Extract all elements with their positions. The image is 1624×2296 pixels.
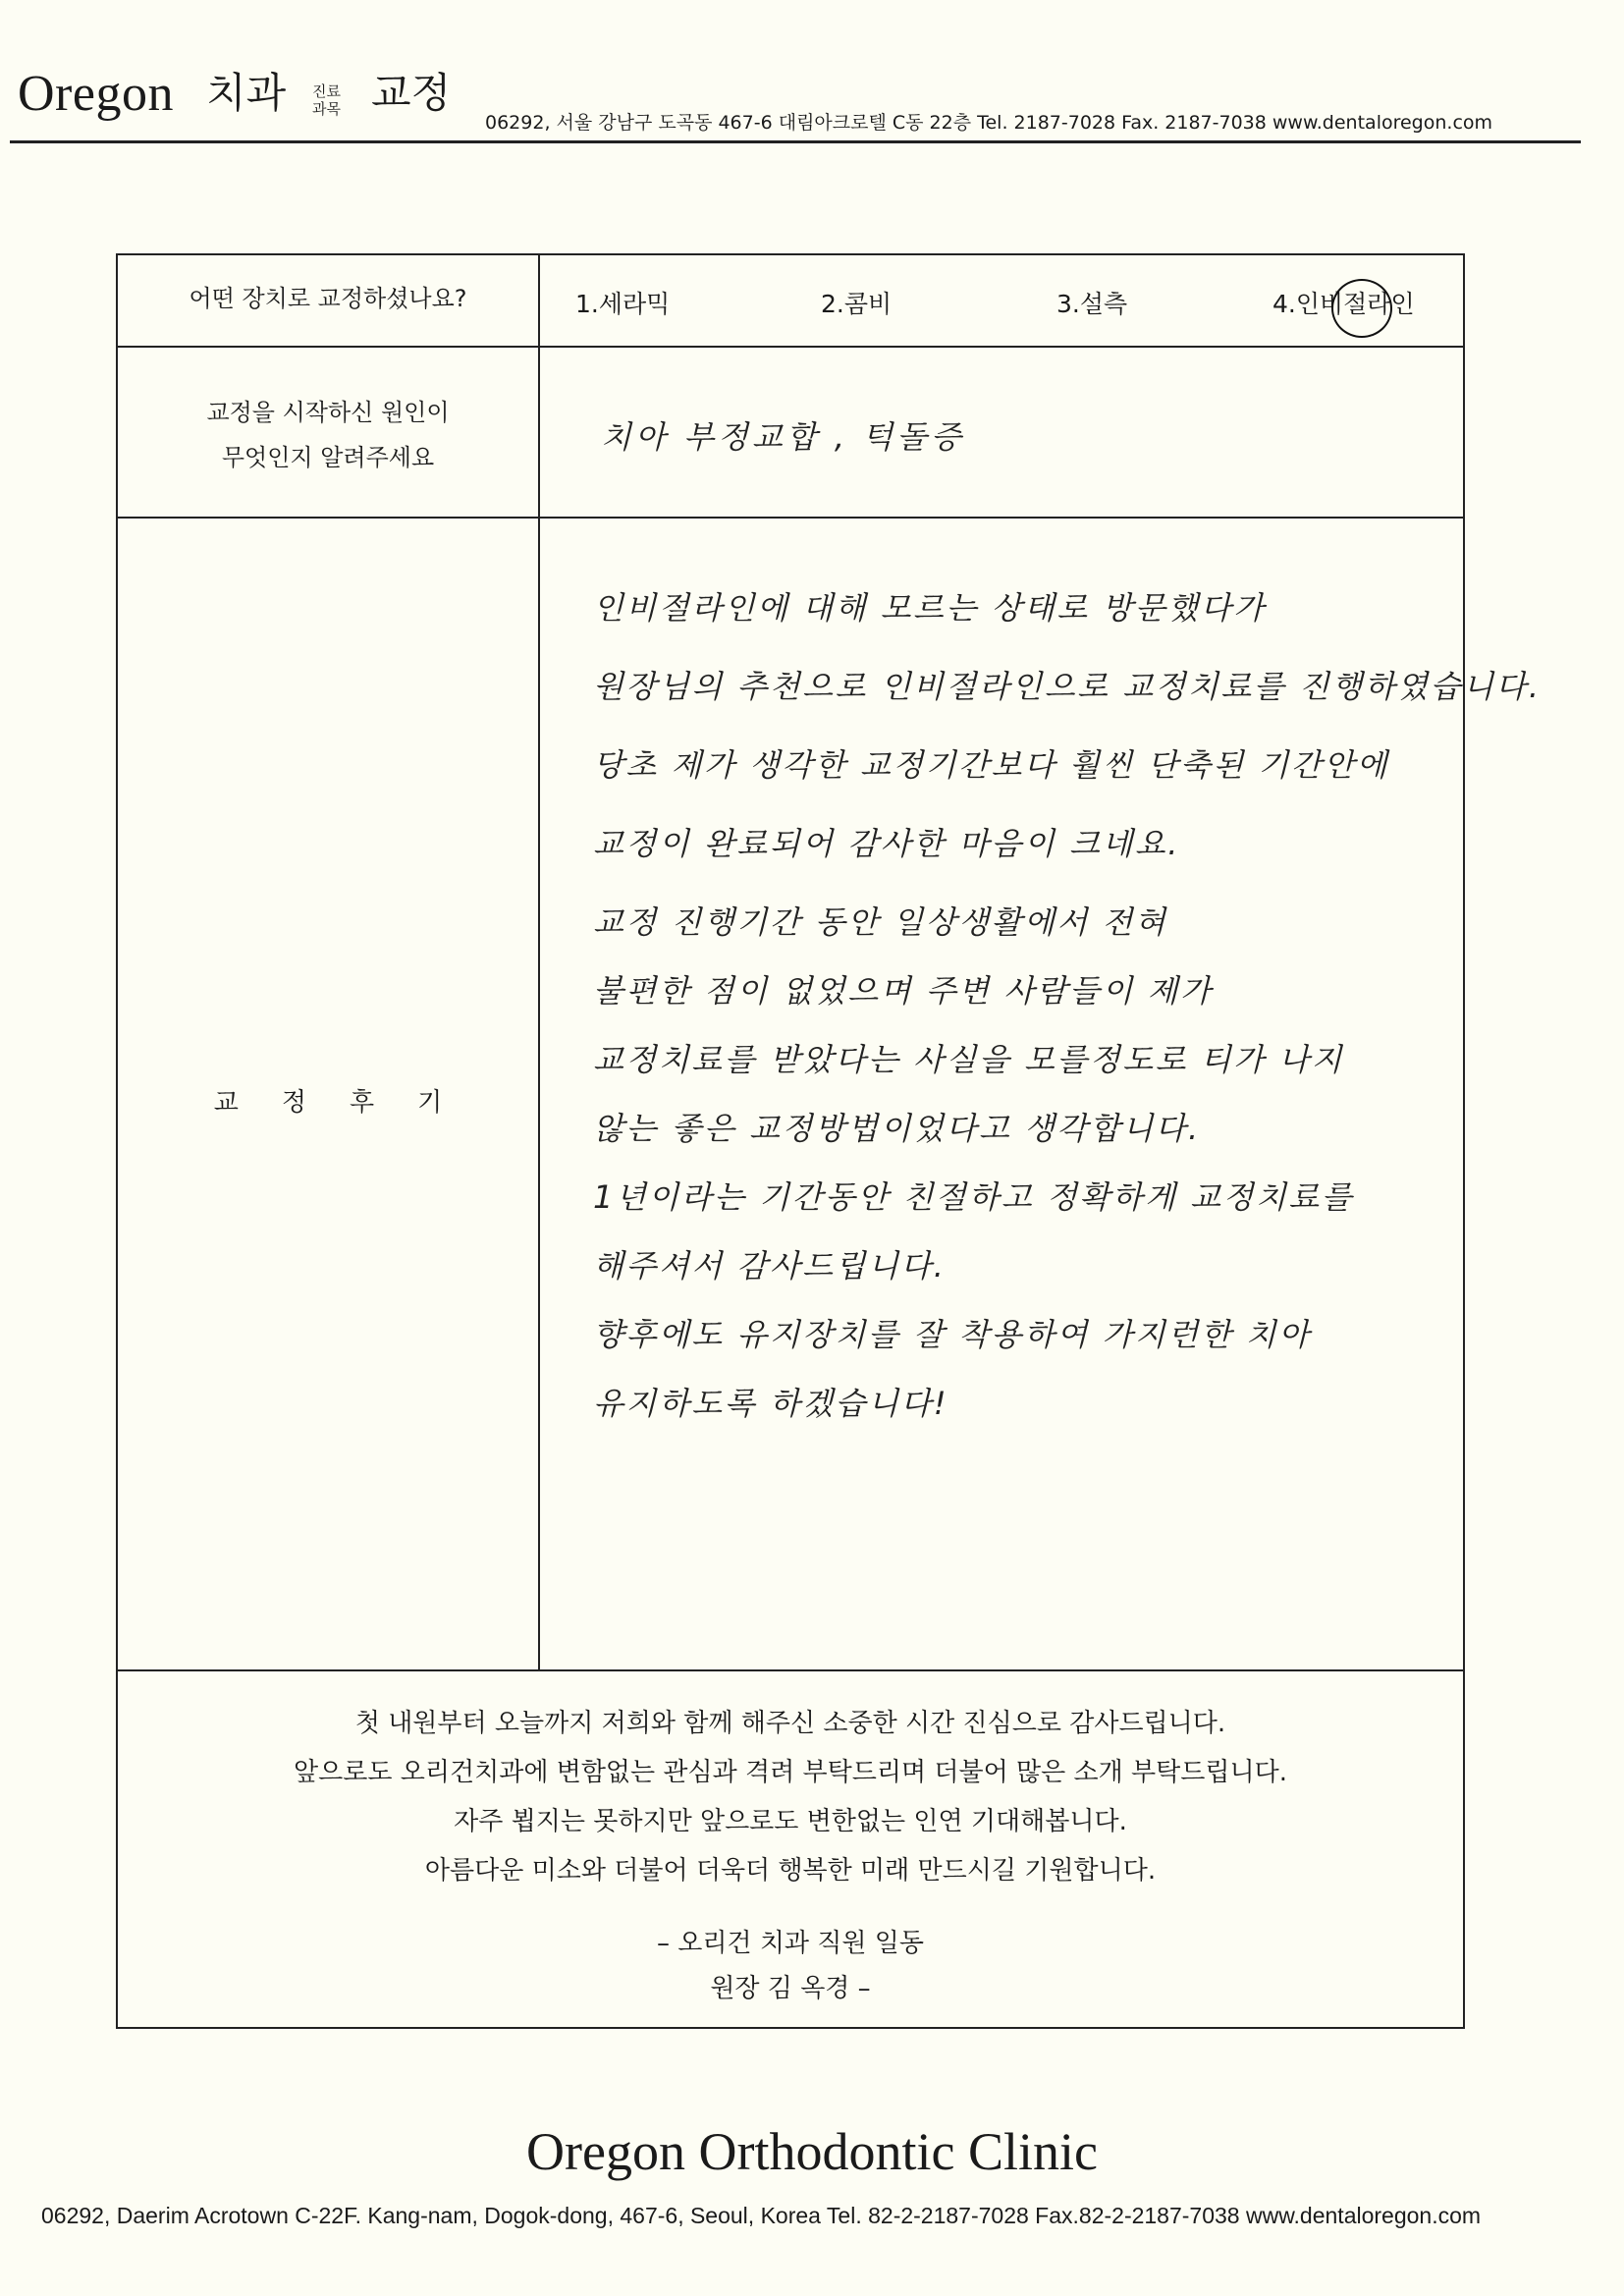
signature-staff: – 오리건 치과 직원 일동 bbox=[656, 1929, 925, 1958]
option-lingual[interactable]: 3.설측 bbox=[1056, 290, 1128, 318]
review-form bbox=[116, 253, 1542, 2029]
review-line: 교정 진행기간 동안 일상생활에서 전혀 bbox=[593, 903, 1168, 941]
answer-cause: 치아 부정교합 , 턱돌증 bbox=[601, 418, 965, 456]
review-line: 교정치료를 받았다는 사실을 모를정도로 티가 나지 bbox=[593, 1041, 1345, 1078]
thanks-line: 첫 내원부터 오늘까지 저희와 함께 해주신 소중한 시간 진심으로 감사드립니다. bbox=[354, 1709, 1226, 1738]
column-divider bbox=[538, 255, 540, 1669]
review-label: 교정후기 bbox=[213, 1088, 486, 1118]
question-device: 어떤 장치로 교정하셨나요? bbox=[189, 285, 467, 312]
review-line: 인비절라인에 대해 모르는 상태로 방문했다가 bbox=[593, 589, 1267, 627]
row-divider bbox=[118, 346, 1463, 348]
review-line: 않는 좋은 교정방법이었다고 생각합니다. bbox=[593, 1110, 1201, 1147]
row-divider bbox=[118, 1669, 1463, 1671]
clinic-name-english: Oregon Orthodontic Clinic bbox=[526, 2122, 1098, 2181]
clinic-brand: Oregon bbox=[18, 66, 174, 122]
specialty: 교정 bbox=[371, 69, 452, 117]
selection-circle bbox=[1331, 279, 1392, 338]
review-line: 불편한 점이 없었으며 주변 사람들이 제가 bbox=[593, 972, 1214, 1010]
thanks-line: 아름다운 미소와 더불어 더욱더 행복한 미래 만드시길 기원합니다. bbox=[424, 1856, 1157, 1886]
clinic-brand-korean: 치과 bbox=[206, 69, 287, 117]
thanks-line: 자주 뵙지는 못하지만 앞으로도 변한없는 인연 기대해봅니다. bbox=[454, 1807, 1127, 1836]
review-line: 1년이라는 기간동안 친절하고 정확하게 교정치료를 bbox=[593, 1178, 1355, 1216]
header-divider bbox=[10, 140, 1581, 143]
option-combi[interactable]: 2.콤비 bbox=[821, 290, 893, 318]
review-line: 향후에도 유지장치를 잘 착용하여 가지런한 치아 bbox=[593, 1316, 1312, 1353]
department-label-bottom: 과목 bbox=[312, 100, 341, 118]
review-line: 당초 제가 생각한 교정기간보다 훨씬 단축된 기간안에 bbox=[593, 746, 1390, 784]
review-line: 원장님의 추천으로 인비절라인으로 교정치료를 진행하였습니다. bbox=[593, 668, 1542, 705]
option-ceramic[interactable]: 1.세라믹 bbox=[575, 290, 671, 318]
header-address: 06292, 서울 강남구 도곡동 467-6 대림아크로텔 C동 22층 Tel. 2187-7028 Fax. 2187-7038 www.dentaloregon.com bbox=[485, 112, 1493, 134]
thanks-line: 앞으로도 오리건치과에 변함없는 관심과 격려 부탁드리며 더불어 많은 소개 부탁드립니다. bbox=[294, 1758, 1287, 1787]
question-cause-line2: 무엇인지 알려주세요 bbox=[221, 444, 435, 471]
footer-address: 06292, Daerim Acrotown C-22F. Kang-nam, Dogok-dong, 467-6, Seoul, Korea Tel. 82-2-2187-7028 Fax.82-2-2187-7038 www.dentaloregon.com bbox=[41, 2203, 1482, 2228]
review-line: 교정이 완료되어 감사한 마음이 크네요. bbox=[593, 825, 1180, 862]
option-invisalign[interactable]: 4.인비절라인 bbox=[1272, 290, 1415, 318]
department-label-top: 진료 bbox=[312, 82, 341, 100]
review-line: 해주셔서 감사드립니다. bbox=[593, 1247, 947, 1285]
review-line: 유지하도록 하겠습니다! bbox=[593, 1385, 949, 1422]
question-cause-line1: 교정을 시작하신 원인이 bbox=[206, 399, 450, 426]
department-label bbox=[312, 82, 346, 118]
row-divider bbox=[118, 517, 1463, 519]
signature-director: 원장 김 옥경 – bbox=[710, 1974, 871, 2003]
